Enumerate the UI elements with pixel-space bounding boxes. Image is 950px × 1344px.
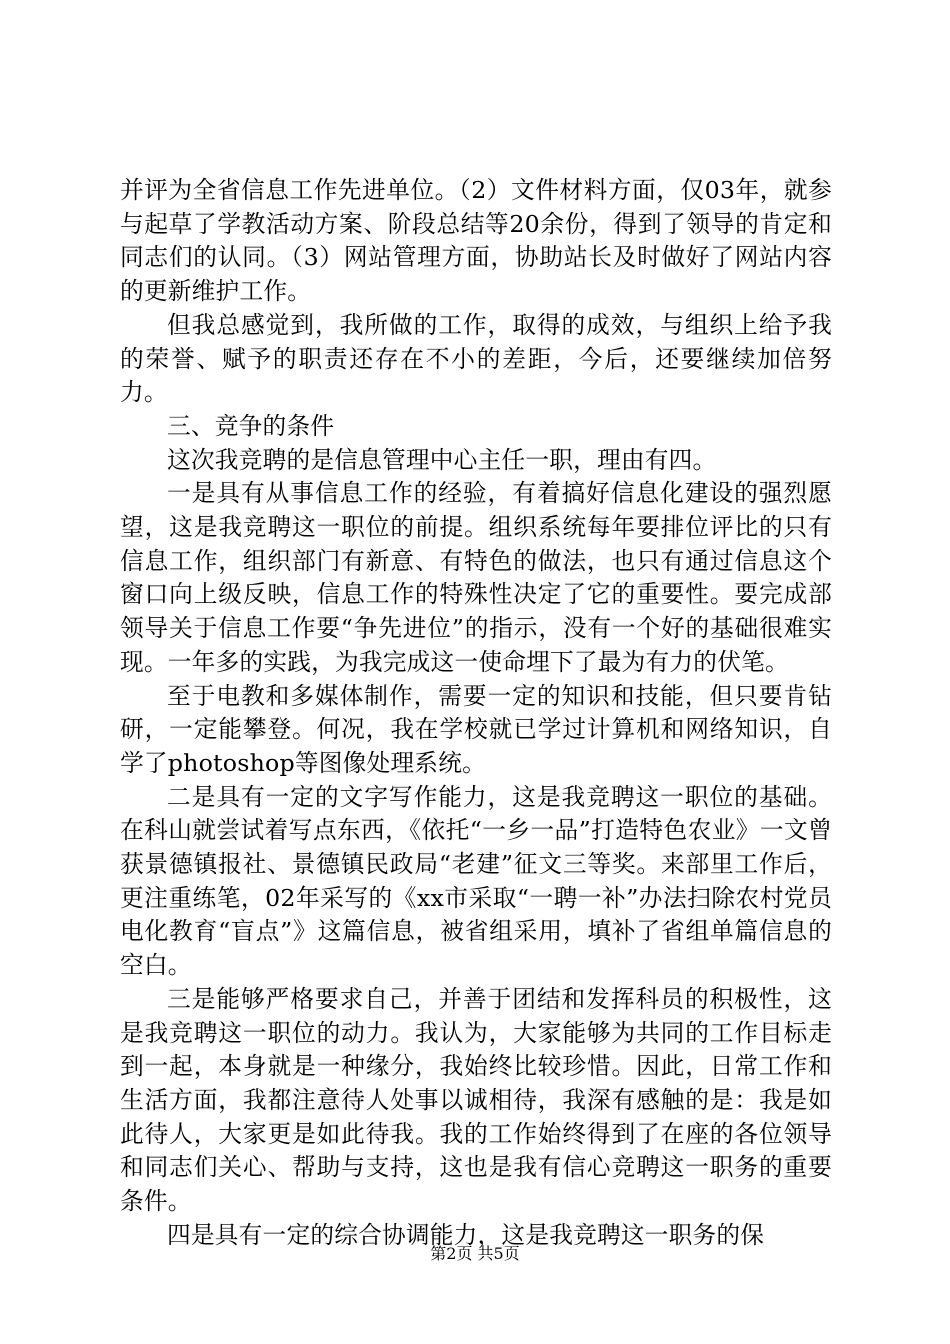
paragraph: 一是具有从事信息工作的经验，有着搞好信息化建设的强烈愿望，这是我竞聘这一职位的前提。组织系统每年要排位评比的只有信息工作，组织部门有新意、有特色的做法，也只有通过信息这个窗口向上级反映，信息工作的特殊性决定了它的重要性。要完成部领导关于信息工作要“争先进位”的指示，没有一个好的基础很难实现。一年多的实践，为我完成这一使命埋下了最为有力的伏笔。 [120, 479, 832, 676]
paragraph: 二是具有一定的文字写作能力，这是我竞聘这一职位的基础。在科山就尝试着写点东西，《依托“一乡一品”打造特色农业》一文曾获景德镇报社、景德镇民政局“老建”征文三等奖。来部里工作后，更注重练笔，02年采写的《xx市采取“一聘一补”办法扫除农村党员电化教育“盲点”》这篇信息，被省组采用，填补了省组单篇信息的空白。 [120, 782, 832, 980]
paragraph: 并评为全省信息工作先进单位。（2）文件材料方面，仅03年，就参与起草了学教活动方案、阶段总结等20余份，得到了领导的肯定和同志们的认同。（3）网站管理方面，协助站长及时做好了网站内容的更新维护工作。 [120, 176, 832, 306]
paragraph: 四是具有一定的综合协调能力，这是我竞聘这一职务的保 [167, 1220, 765, 1249]
paragraph: 三是能够严格要求自己，并善于团结和发挥科员的积极性，这是我竞聘这一职位的动力。我认为，大家能够为共同的工作目标走到一起，本身就是一种缘分，我始终比较珍惜。因此，日常工作和生活方面，我都注意待人处事以诚相待，我深有感触的是：我是如此待人，大家更是如此待我。我的工作始终得到了在座的各位领导和同志们关心、帮助与支持，这也是我有信心竞聘这一职务的重要条件。 [120, 984, 832, 1216]
paragraph: 这次我竞聘的是信息管理中心主任一职，理由有四。 [167, 445, 717, 474]
page-footer: 第2页 共5页 [430, 1244, 520, 1263]
document-body [120, 174, 832, 1253]
paragraph: 但我总感觉到，我所做的工作，取得的成效，与组织上给予我的荣誉、赋予的职责还存在不小的差距，今后，还要继续加倍努力。 [120, 310, 832, 407]
paragraph: 三、竞争的条件 [167, 411, 335, 440]
paragraph: 至于电教和多媒体制作，需要一定的知识和技能，但只要肯钻研，一定能攀登。何况，我在学校就已学过计算机和网络知识，自学了photoshop等图像处理系统。 [120, 681, 832, 777]
